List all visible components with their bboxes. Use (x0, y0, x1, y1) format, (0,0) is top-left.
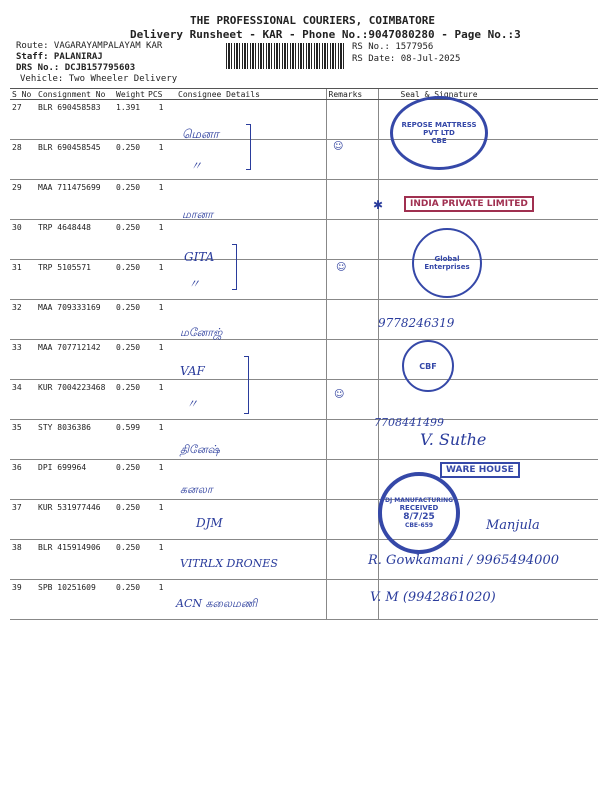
remark-mark-34: ☺ (334, 389, 345, 400)
cell-remarks (326, 460, 378, 500)
col-consignment: Consignment No (36, 89, 114, 100)
stamp-repose-city: CBE (431, 137, 447, 145)
cell-pcs: 1 (146, 260, 176, 300)
cell-consignment: MAA 711475699 (36, 180, 114, 220)
sign-37: Manjula (486, 518, 540, 533)
cell-signature (378, 260, 598, 300)
consignee-39: ACN கலைமணி (176, 597, 258, 610)
cell-weight: 0.250 (114, 140, 146, 180)
stamp-global: Global Enterprises (412, 228, 482, 298)
cell-pcs: 1 (146, 180, 176, 220)
stamp-dj-top: DJ MANUFACTURING (384, 497, 454, 504)
stamp-dj-date: 8/7/25 (403, 512, 435, 522)
col-remarks: Remarks (326, 89, 378, 100)
company-title: THE PROFESSIONAL COURIERS, COIMBATORE (190, 14, 436, 27)
sign-35: V. Suthe (420, 430, 487, 449)
cell-sno: 27 (10, 100, 36, 140)
cell-sno: 35 (10, 420, 36, 460)
cell-sno: 39 (10, 580, 36, 620)
stamp-dj (378, 472, 460, 554)
cell-pcs: 1 (146, 540, 176, 580)
table-row (10, 100, 598, 140)
col-sno: S No (10, 89, 36, 100)
cell-signature (378, 220, 598, 260)
stamp-india-pvt: INDIA PRIVATE LIMITED (404, 196, 534, 212)
table-row (10, 420, 598, 460)
cell-sno: 36 (10, 460, 36, 500)
cell-consignment: SPB 10251609 (36, 580, 114, 620)
consignee-34: VAF (180, 364, 205, 378)
cell-sno: 38 (10, 540, 36, 580)
consignee-32: மனோஜ் (180, 326, 223, 339)
cell-weight: 0.250 (114, 260, 146, 300)
vehicle: Vehicle: Two Wheeler Delivery (20, 74, 178, 84)
bracket-31 (232, 244, 237, 290)
cell-consignment: KUR 531977446 (36, 500, 114, 540)
rs-date: RS Date: 08-Jul-2025 (352, 54, 461, 64)
cell-consignment: MAA 707712142 (36, 340, 114, 380)
cell-weight: 0.599 (114, 420, 146, 460)
cell-consignment: KUR 7004223468 (36, 380, 114, 420)
ditto-31: 〃 (188, 277, 201, 291)
stamp-dj-bot: CBE-659 (404, 522, 434, 529)
cell-sno: 34 (10, 380, 36, 420)
remark-mark-29: ✱ (373, 198, 384, 212)
remark-mark-28: ☺ (333, 141, 344, 152)
cell-consignment: TRP 5105571 (36, 260, 114, 300)
runsheet-table (10, 88, 598, 620)
phone-35: 7708441499 (374, 416, 444, 429)
cell-weight: 0.250 (114, 220, 146, 260)
table-header (10, 89, 598, 100)
cell-sno: 28 (10, 140, 36, 180)
cell-pcs: 1 (146, 580, 176, 620)
cell-consignment: STY 8036386 (36, 420, 114, 460)
barcode (226, 43, 346, 69)
remark-mark-31: ☺ (336, 262, 347, 273)
cell-sno: 37 (10, 500, 36, 540)
table-row (10, 340, 598, 380)
cell-consignment: DPI 699964 (36, 460, 114, 500)
table-row (10, 580, 598, 620)
cell-weight: 0.250 (114, 380, 146, 420)
consignee-38: VITRLX DRONES (180, 557, 278, 570)
cell-consignment: TRP 4648448 (36, 220, 114, 260)
cell-weight: 0.250 (114, 340, 146, 380)
col-signature: Seal & Signature (378, 89, 598, 100)
consignee-31: GITA (184, 250, 215, 264)
consignee-37: கனலா (180, 483, 213, 496)
cell-sno: 31 (10, 260, 36, 300)
rs-no: RS No.: 1577956 (352, 42, 434, 52)
stamp-repose-text: REPOSE MATTRESS PVT LTD (401, 121, 477, 137)
cell-pcs: 1 (146, 220, 176, 260)
cell-pcs: 1 (146, 140, 176, 180)
cell-remarks (326, 220, 378, 260)
table-row (10, 260, 598, 300)
runsheet-subtitle: Delivery Runsheet - KAR - Phone No.:9047080280 - Page No.:3 (130, 28, 521, 41)
stamp-dj-mid: RECEIVED (399, 504, 439, 512)
ditto-34: 〃 (186, 397, 199, 411)
cell-consignment: BLR 690458583 (36, 100, 114, 140)
cell-remarks (326, 260, 378, 300)
cell-remarks (326, 420, 378, 460)
consignee-29: மானா (182, 208, 214, 221)
cell-weight: 0.250 (114, 540, 146, 580)
table-row (10, 300, 598, 340)
col-pcs: PCS (146, 89, 176, 100)
consignee-36: தினேஷ் (180, 443, 220, 456)
cell-weight: 0.250 (114, 180, 146, 220)
cell-remarks (326, 500, 378, 540)
sign-39: V. M (9942861020) (370, 590, 496, 605)
cell-pcs: 1 (146, 380, 176, 420)
cell-remarks (326, 100, 378, 140)
bracket-34 (244, 356, 249, 414)
table-row (10, 220, 598, 260)
phone-32: 9778246319 (378, 316, 455, 330)
cell-pcs: 1 (146, 340, 176, 380)
table-row (10, 380, 598, 420)
cell-sno: 33 (10, 340, 36, 380)
consignee-37b: DJM (196, 516, 223, 530)
staff: Staff: PALANIRAJ (16, 52, 103, 62)
cell-pcs: 1 (146, 300, 176, 340)
cell-pcs: 1 (146, 100, 176, 140)
cell-remarks (326, 340, 378, 380)
cell-consignment: BLR 690458545 (36, 140, 114, 180)
cell-consignee (176, 380, 326, 420)
cell-weight: 0.250 (114, 580, 146, 620)
table-row (10, 140, 598, 180)
cell-sno: 30 (10, 220, 36, 260)
stamp-repose (390, 96, 488, 170)
cell-weight: 1.391 (114, 100, 146, 140)
stamp-cbf: CBF (402, 340, 454, 392)
sign-38: R. Gowkamani / 9965494000 (368, 553, 559, 568)
col-weight: Weight (116, 89, 145, 99)
ditto-28: 〃 (190, 159, 203, 173)
cell-remarks (326, 300, 378, 340)
cell-pcs: 1 (146, 420, 176, 460)
cell-pcs: 1 (146, 460, 176, 500)
col-consignee: Consignee Details (176, 89, 326, 100)
stamp-warehouse: WARE HOUSE (440, 462, 520, 478)
cell-remarks (326, 180, 378, 220)
consignee-28: மெனா (182, 127, 219, 141)
cell-consignment: BLR 415914906 (36, 540, 114, 580)
cell-consignment: MAA 709333169 (36, 300, 114, 340)
cell-weight: 0.250 (114, 500, 146, 540)
cell-weight: 0.250 (114, 460, 146, 500)
drs-no: DRS No.: DCJB157795603 (16, 63, 136, 73)
bracket-28 (246, 124, 251, 170)
cell-sno: 29 (10, 180, 36, 220)
cell-sno: 32 (10, 300, 36, 340)
cell-weight: 0.250 (114, 300, 146, 340)
cell-pcs: 1 (146, 500, 176, 540)
route: Route: VAGARAYAMPALAYAM KAR (16, 41, 163, 51)
